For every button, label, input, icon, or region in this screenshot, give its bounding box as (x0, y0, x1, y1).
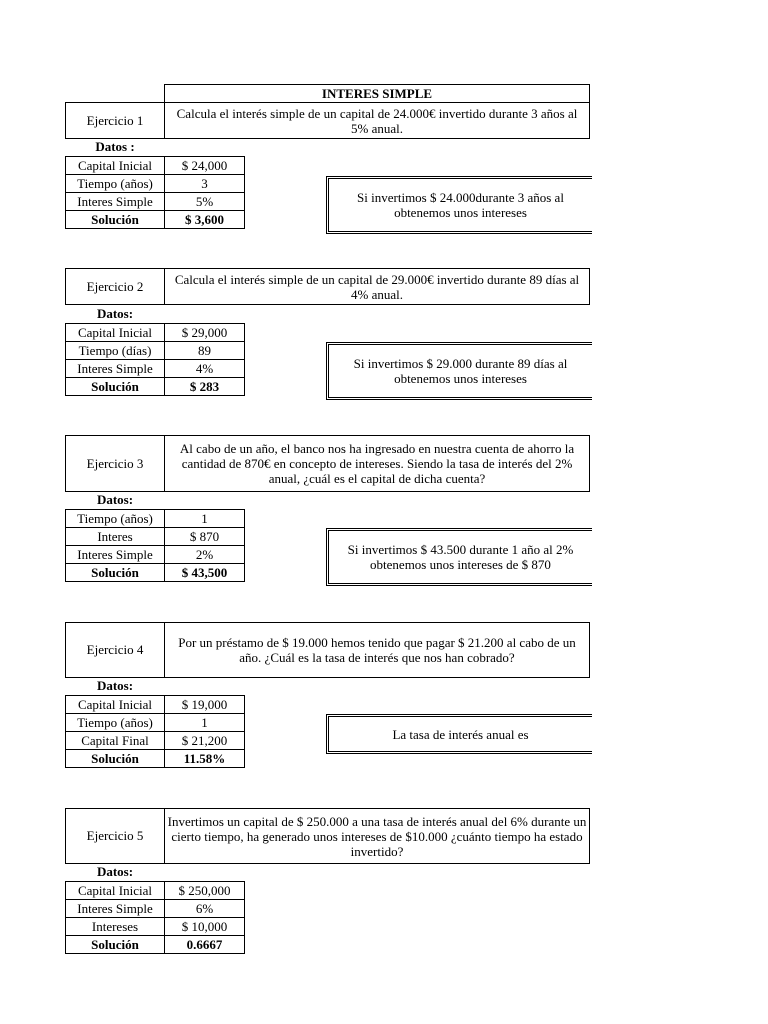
sheet-title: INTERES SIMPLE (164, 84, 590, 103)
solution-row (66, 936, 245, 954)
exercise-2-datos-label: Datos: (96, 306, 134, 321)
exercise-5-datos-label: Datos: (96, 864, 134, 879)
data-label: Interes Simple (66, 193, 165, 211)
exercise-4-datos-label: Datos: (96, 678, 134, 693)
exercise-4-label: Ejercicio 4 (65, 622, 165, 678)
solution-row (66, 378, 245, 396)
table-row (66, 360, 245, 378)
data-label: Tiempo (días) (66, 342, 165, 360)
table-row (66, 324, 245, 342)
data-value: 3 (165, 175, 245, 193)
solution-value: 11.58% (165, 750, 245, 768)
exercise-1-label: Ejercicio 1 (65, 102, 165, 139)
data-label: Interes Simple (66, 546, 165, 564)
table-row (66, 342, 245, 360)
solution-label: Solución (66, 211, 165, 229)
data-label: Tiempo (años) (66, 510, 165, 528)
exercise-1-data-table (65, 156, 245, 229)
data-value: $ 29,000 (165, 324, 245, 342)
table-row (66, 918, 245, 936)
data-value: $ 24,000 (165, 157, 245, 175)
exercise-2-answer-text: Si invertimos $ 29.000 durante 89 días al obtenemos unos intereses (353, 356, 568, 386)
solution-row (66, 564, 245, 582)
table-row (66, 900, 245, 918)
exercise-2-data-table (65, 323, 245, 396)
data-label: Capital Inicial (66, 696, 165, 714)
exercise-5-label: Ejercicio 5 (65, 808, 165, 864)
data-label: Capital Inicial (66, 882, 165, 900)
table-row (66, 546, 245, 564)
data-value: 4% (165, 360, 245, 378)
solution-label: Solución (66, 378, 165, 396)
data-value: $ 19,000 (165, 696, 245, 714)
exercise-1-statement: Calcula el interés simple de un capital de 24.000€ invertido durante 3 años al 5% anual. (164, 102, 590, 139)
exercise-4-statement: Por un préstamo de $ 19.000 hemos tenido que pagar $ 21.200 al cabo de un año. ¿Cuál es la tasa de interés que nos han cobrado? (164, 622, 590, 678)
table-row (66, 714, 245, 732)
data-label: Tiempo (años) (66, 175, 165, 193)
data-value: $ 21,200 (165, 732, 245, 750)
data-label: Interes (66, 528, 165, 546)
table-row (66, 882, 245, 900)
data-label: Capital Inicial (66, 324, 165, 342)
data-value: 5% (165, 193, 245, 211)
data-label: Capital Inicial (66, 157, 165, 175)
data-value: 6% (165, 900, 245, 918)
table-row (66, 157, 245, 175)
solution-row (66, 750, 245, 768)
data-label: Capital Final (66, 732, 165, 750)
solution-label: Solución (66, 750, 165, 768)
exercise-1-datos-label: Datos : (95, 139, 135, 154)
data-value: $ 870 (165, 528, 245, 546)
exercise-3-datos-label: Datos: (96, 492, 134, 507)
table-row (66, 696, 245, 714)
exercise-2-label: Ejercicio 2 (65, 268, 165, 305)
exercise-4-data-table (65, 695, 245, 768)
data-value: 1 (165, 510, 245, 528)
table-row (66, 528, 245, 546)
data-label: Intereses (66, 918, 165, 936)
exercise-1-answer-box (326, 176, 592, 234)
table-row (66, 732, 245, 750)
data-value: 2% (165, 546, 245, 564)
exercise-4-answer-text: La tasa de interés anual es (392, 726, 529, 742)
data-label: Interes Simple (66, 360, 165, 378)
exercise-3-label: Ejercicio 3 (65, 435, 165, 492)
solution-label: Solución (66, 564, 165, 582)
exercise-3-statement: Al cabo de un año, el banco nos ha ingresado en nuestra cuenta de ahorro la cantidad de 870€ en concepto de intereses. Siendo la tasa de interés del 2% anual, ¿cuál es el capital de dicha cuenta? (164, 435, 590, 492)
data-value: 1 (165, 714, 245, 732)
data-value: 89 (165, 342, 245, 360)
exercise-5-statement: Invertimos un capital de $ 250.000 a una tasa de interés anual del 6% durante un cierto tiempo, ha generado unos intereses de $10.000 ¿cuánto tiempo ha estado invertido? (164, 808, 590, 864)
solution-value: $ 43,500 (165, 564, 245, 582)
solution-value: 0.6667 (165, 936, 245, 954)
data-label: Tiempo (años) (66, 714, 165, 732)
exercise-2-answer-box (326, 342, 592, 400)
solution-label: Solución (66, 936, 165, 954)
table-row (66, 510, 245, 528)
exercise-1-answer-text: Si invertimos $ 24.000durante 3 años al obtenemos unos intereses (357, 190, 564, 220)
data-label: Interes Simple (66, 900, 165, 918)
solution-value: $ 3,600 (165, 211, 245, 229)
table-row (66, 193, 245, 211)
exercise-4-answer-box (326, 714, 592, 754)
solution-value: $ 283 (165, 378, 245, 396)
exercise-2-statement: Calcula el interés simple de un capital de 29.000€ invertido durante 89 días al 4% anual. (164, 268, 590, 305)
exercise-5-data-table (65, 881, 245, 954)
table-row (66, 175, 245, 193)
exercise-3-answer-box (326, 528, 592, 586)
data-value: $ 250,000 (165, 882, 245, 900)
exercise-3-answer-text: Si invertimos $ 43.500 durante 1 año al 2% obtenemos unos intereses de $ 870 (347, 542, 574, 572)
exercise-3-data-table (65, 509, 245, 582)
data-value: $ 10,000 (165, 918, 245, 936)
solution-row (66, 211, 245, 229)
